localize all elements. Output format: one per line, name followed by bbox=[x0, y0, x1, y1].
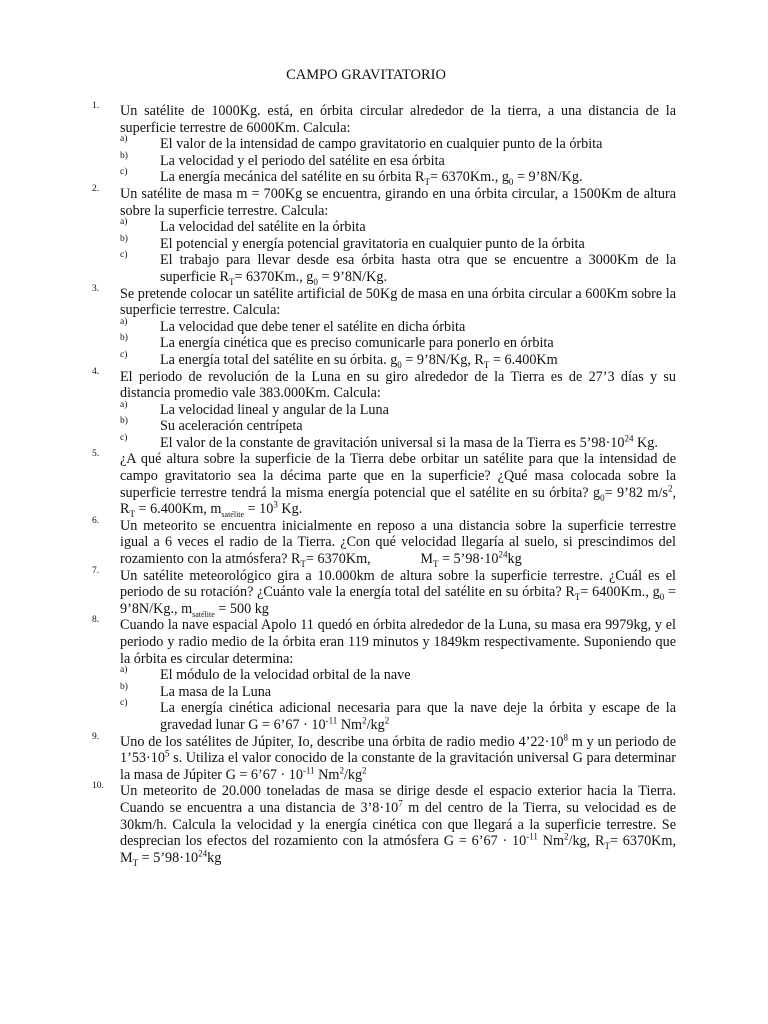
sub-question-letter: b) bbox=[120, 233, 128, 244]
problem-item bbox=[92, 565, 676, 619]
sub-question-letter: c) bbox=[120, 250, 128, 261]
problem-number: 5. bbox=[92, 449, 100, 460]
sub-question bbox=[92, 316, 676, 336]
problem-item bbox=[92, 731, 677, 784]
problem-item bbox=[92, 283, 676, 319]
sub-question-text: La velocidad del satélite en la órbita bbox=[160, 219, 366, 236]
sub-question bbox=[92, 667, 676, 684]
sub-question bbox=[92, 335, 676, 352]
sub-question bbox=[92, 432, 676, 452]
sub-question bbox=[92, 681, 676, 701]
sub-question-text: La masa de la Luna bbox=[160, 683, 272, 700]
problem-number: 1. bbox=[92, 101, 100, 111]
sub-question-letter: c) bbox=[120, 167, 128, 178]
sub-question-letter: a) bbox=[120, 316, 128, 327]
problem-statement: Cuando la nave espacial Apolo 11 quedó en órbita alrededor de la Luna, su masa era 9979kg, y el periodo y radio medio de la órbita eran 119 minutos y 1849km respectivamente. Suponiendo que la órbita es circular determina: bbox=[120, 617, 676, 667]
problem-list bbox=[92, 103, 676, 866]
problem-item bbox=[92, 783, 676, 866]
sub-question-text: El trabajo para llevar desde esa órbita hasta otra que se encuentre a 3000Km de la superficie $R_T= 6370Km$., $g_0$ = 9’8N/Kg. bbox=[160, 252, 676, 287]
sub-question-letter: a) bbox=[120, 399, 128, 410]
problem-number: 8. bbox=[92, 615, 100, 626]
sub-question-letter: b) bbox=[120, 681, 128, 692]
problem-number: 6. bbox=[92, 515, 100, 526]
sub-question bbox=[92, 233, 676, 253]
sub-question-letter: b) bbox=[120, 150, 128, 161]
problem-statement: Un meteorito se encuentra inicialmente en reposo a una distancia sobre la superficie terrestre igual a 6 veces el radio de la Tierra. ¿Con qué velocidad llegaría al suelo, si prescindimos del rozamiento con la atmósfera? $R_T= 6370Km$, $M_T$ = $5’98\cdot 10^{24}kg$ bbox=[120, 517, 676, 569]
problem-statement: Uno de los satélites de Júpiter, Io, describe una órbita de radio medio $4’22\cdot 10^8$ m y un periodo de $1’53\cdot 10^5$ s. Utiliza el valor conocido de la constante de la gravitación universal G para determinar la masa de Júpiter G = 6’67 · $10^{-11}$ $Nm^2/kg^2$ bbox=[120, 731, 677, 783]
problem-number: 10. bbox=[92, 781, 104, 792]
sub-question-letter: a) bbox=[120, 665, 128, 676]
sub-question-text: El módulo de la velocidad orbital de la nave bbox=[160, 667, 411, 684]
problem-item bbox=[92, 617, 676, 667]
problem-statement: Se pretende colocar un satélite artificial de 50Kg de masa en una órbita circular a 600Km sobre la superficie terrestre. Calcula: bbox=[120, 285, 676, 319]
problem-number: 7. bbox=[92, 565, 100, 576]
sub-question-letter: a) bbox=[120, 217, 128, 228]
sub-question-letter: b) bbox=[120, 416, 128, 427]
problem-number: 9. bbox=[92, 731, 100, 742]
sub-question bbox=[92, 219, 676, 236]
problem-item bbox=[92, 366, 676, 402]
problem-statement: Un meteorito de 20.000 toneladas de masa se dirige desde el espacio exterior hacia la Tierra. Cuando se encuentra a una distancia de $3’8\cdot 10^7$ m del centro de la Tierra, su velocidad es de 30km/h. Calcula la velocidad y la energía cinética con que llegará a la superficie terrestre. Se desprecian los efectos del rozamiento con la atmósfera G = 6’67 · $10^{-11}$ Nm$^2$/kg, $R_T= 6370Km$, $M_T$ = $5’98\cdot 10^{24}kg$ bbox=[120, 783, 676, 868]
sub-question-letter: b) bbox=[120, 333, 128, 344]
sub-question-text: El valor de la constante de gravitación universal si la masa de la Tierra es $5’98\cdot 10^{24}$ Kg. bbox=[160, 433, 658, 451]
sub-question-letter: a) bbox=[120, 134, 128, 145]
sub-question-text: El potencial y energía potencial gravitatoria en cualquier punto de la órbita bbox=[160, 235, 585, 252]
problem-statement: ¿A qué altura sobre la superficie de la Tierra debe orbitar un satélite para que la intensidad de campo gravitatorio sea la décima parte que en la superficie? ¿Qué masa colocada sobre la superficie terrestre tendrá la misma energía potencial que el satélite en su órbita? $g_0=$ 9’82 $m/s^2$, $R_T = 6.400Km$, $m_{satélite} = 10^3$ Kg. bbox=[120, 451, 676, 520]
problem-number: 2. bbox=[92, 183, 100, 194]
sub-question bbox=[92, 169, 676, 186]
sub-question-text: La velocidad y el periodo del satélite en esa órbita bbox=[160, 152, 445, 169]
sub-question-letter: c) bbox=[120, 432, 128, 443]
sub-question bbox=[92, 399, 676, 419]
problem-item bbox=[92, 183, 676, 219]
document-title: CAMPO GRAVITATORIO bbox=[286, 67, 446, 83]
sub-question bbox=[92, 252, 676, 285]
sub-question bbox=[92, 349, 676, 370]
sub-question-text: La velocidad lineal y angular de la Luna bbox=[160, 401, 389, 418]
sub-question-text: La energía total del satélite en su órbita. $g_0$ = 9’8N/Kg, $R_T = 6.400Km$ bbox=[160, 351, 558, 370]
problem-statement: El periodo de revolución de la Luna en su giro alrededor de la Tierra es de 27’3 días y su distancia promedio vale 383.000Km. Calcula: bbox=[120, 368, 676, 402]
problem-number: 4. bbox=[92, 366, 100, 377]
sub-question bbox=[92, 150, 676, 170]
problem-statement: Un satélite de 1000Kg. está, en órbita circular alrededor de la tierra, a una distancia de la superficie terrestre de 6000Km. Calcula: bbox=[120, 103, 676, 136]
sub-question-letter: c) bbox=[120, 698, 128, 709]
sub-question bbox=[92, 418, 676, 435]
problem-item bbox=[92, 449, 676, 520]
sub-question-text: El valor de la intensidad de campo gravitatorio en cualquier punto de la órbita bbox=[160, 136, 603, 153]
sub-question-text: Su aceleración centrípeta bbox=[160, 418, 303, 435]
sub-question-letter: c) bbox=[120, 349, 128, 360]
sub-question-text: La velocidad que debe tener el satélite en dicha órbita bbox=[160, 318, 466, 335]
problem-number: 3. bbox=[92, 283, 100, 294]
problem-item bbox=[92, 103, 676, 136]
problem-statement: Un satélite de masa m = 700Kg se encuentra, girando en una órbita circular, a 1500Km de altura sobre la superficie terrestre. Calcula: bbox=[120, 185, 676, 219]
sub-question-text: La energía cinética adicional necesaria para que la nave deje la órbita y escape de la gravedad lunar G = 6’67 · $10^{-11}$ $Nm^2/kg^2$ bbox=[160, 700, 676, 733]
sub-question-text: La energía mecánica del satélite en su órbita $R_T= 6370Km$., $g_0$ = 9’8N/Kg. bbox=[160, 169, 583, 188]
sub-question-text: La energía cinética que es preciso comunicarle para ponerlo en órbita bbox=[160, 335, 554, 352]
problem-statement: Un satélite meteorológico gira a 10.000km de altura sobre la superficie terrestre. ¿Cuál es el periodo de su rotación? ¿Cuánto vale la energía total del satélite en su órbita? $R_T= 6400Km$., $g_0$ = 9’8N/Kg., $m_{satélite} = 500$ kg bbox=[120, 567, 676, 619]
sub-question bbox=[92, 136, 676, 153]
problem-item bbox=[92, 515, 676, 569]
sub-question bbox=[92, 700, 676, 733]
